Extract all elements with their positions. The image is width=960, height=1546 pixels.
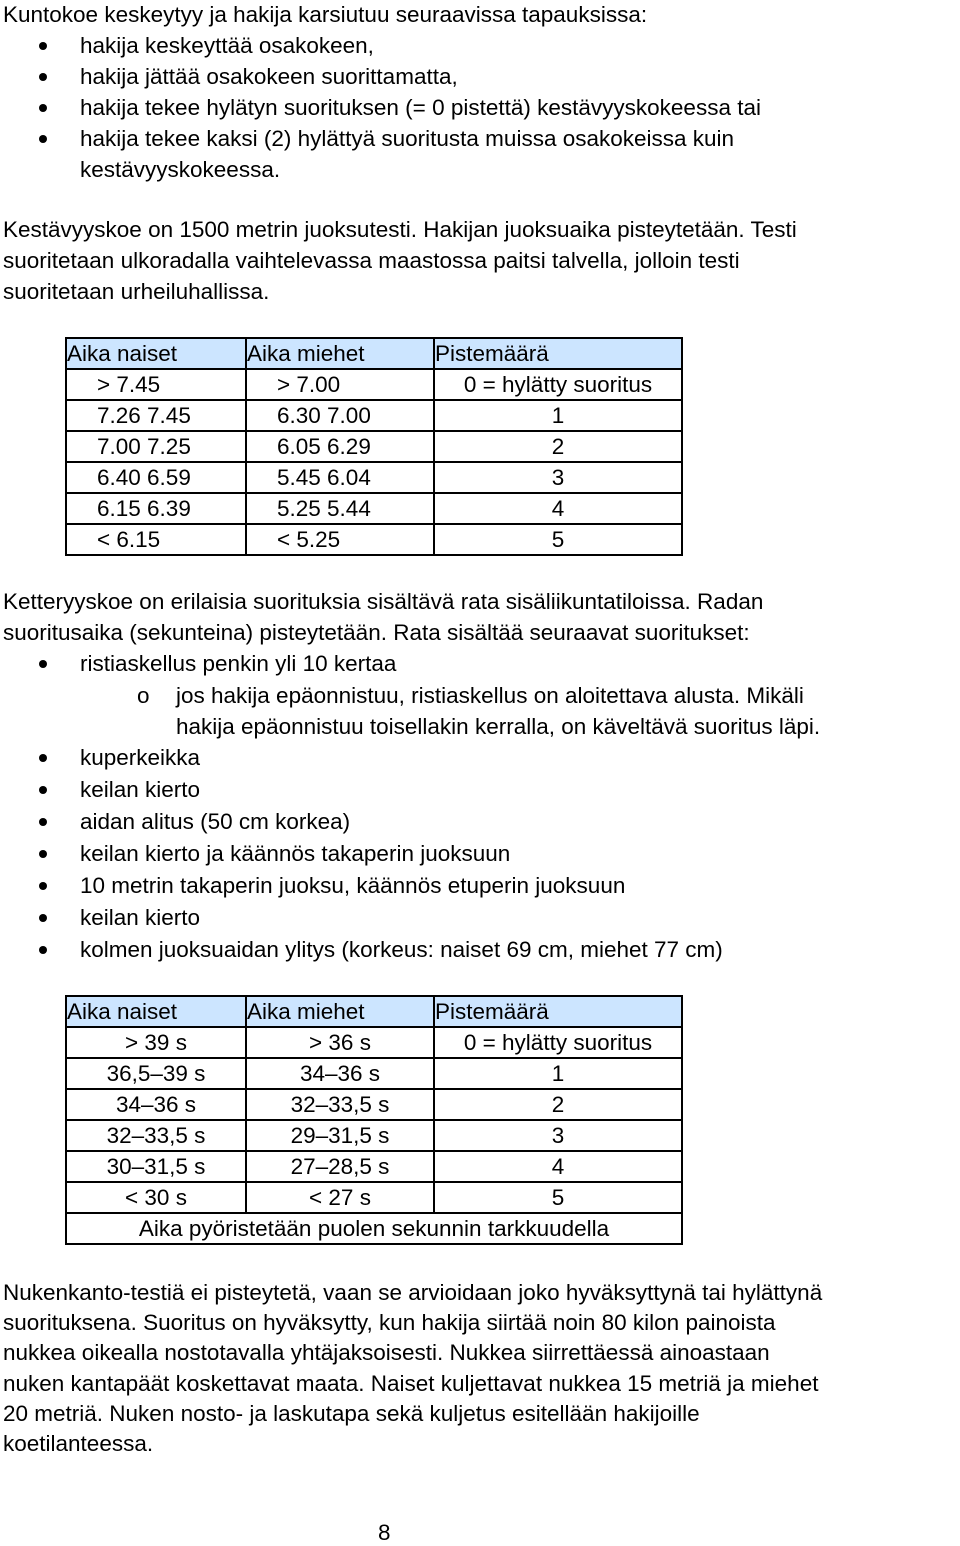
agility-bullet-5: keilan kierto ja käännös takaperin juoksuun [80, 841, 511, 866]
table-cell: 34–36 s [246, 1058, 434, 1089]
header-cell: Aika naiset [66, 996, 246, 1027]
table-cell: 5 [434, 524, 682, 555]
table-cell: > 7.45 [66, 369, 246, 400]
table-cell: > 39 s [66, 1027, 246, 1058]
bullet-icon [39, 914, 47, 922]
table-cell: 7.00 7.25 [66, 431, 246, 462]
agility-bullet-4: aidan alitus (50 cm korkea) [80, 809, 351, 834]
table-row [66, 431, 682, 462]
table-cell: 1 [434, 400, 682, 431]
doll-line-5: 20 metriä. Nuken nosto- ja laskutapa sekä kuljetus esitellään hakijoille [3, 1401, 700, 1426]
bullet-icon [39, 754, 47, 762]
endurance-line-1: Kestävyyskoe on 1500 metrin juoksutesti. Hakijan juoksuaika pisteytetään. Testi [3, 217, 797, 242]
table-cell: 1 [434, 1058, 682, 1089]
agility-sub-line-1: jos hakija epäonnistuu, ristiaskellus on aloitettava alusta. Mikäli [176, 683, 804, 708]
table-cell: < 6.15 [66, 524, 246, 555]
table-row [66, 1027, 682, 1058]
table-cell: 5 [434, 1182, 682, 1213]
intro-bullet-3: hakija tekee hylätyn suorituksen (= 0 pistettä) kestävyyskokeessa tai [80, 95, 761, 120]
table-cell: 4 [434, 1151, 682, 1182]
agility-line-1: Ketteryyskoe on erilaisia suorituksia sisältävä rata sisäliikuntatiloissa. Radan [3, 589, 764, 614]
agility-bullet-8: kolmen juoksuaidan ylitys (korkeus: naiset 69 cm, miehet 77 cm) [80, 937, 723, 962]
table-cell: < 27 s [246, 1182, 434, 1213]
table-cell: 3 [434, 1120, 682, 1151]
table-cell: 2 [434, 1089, 682, 1120]
table-cell: < 30 s [66, 1182, 246, 1213]
table-header-row [66, 338, 682, 369]
intro-bullet-2: hakija jättää osakokeen suorittamatta, [80, 64, 458, 89]
table-cell: 6.15 6.39 [66, 493, 246, 524]
table-cell: 3 [434, 462, 682, 493]
header-cell: Aika miehet [246, 338, 434, 369]
agility-bullet-7: keilan kierto [80, 905, 201, 930]
table-cell: > 36 s [246, 1027, 434, 1058]
bullet-icon [39, 135, 47, 143]
table-row [66, 400, 682, 431]
doll-line-4: nuken kantapäät koskettavat maata. Naiset kuljettavat nukkea 15 metriä ja miehet [3, 1371, 819, 1396]
table-cell: 0 = hylätty suoritus [434, 1027, 682, 1058]
table-note: Aika pyöristetään puolen sekunnin tarkkuudella [66, 1213, 682, 1244]
doll-line-3: nukkea oikealla nostotavalla yhtäjaksoisesti. Nukkea siirrettäessä ainoastaan [3, 1340, 770, 1365]
table-cell: 32–33,5 s [66, 1120, 246, 1151]
header-cell: Aika naiset [66, 338, 246, 369]
table-row [66, 1182, 682, 1213]
intro-bullet-4-cont: kestävyyskokeessa. [80, 157, 281, 182]
table-note-row [66, 1213, 682, 1244]
table-cell: 6.30 7.00 [246, 400, 434, 431]
page-number: 8 [378, 1520, 391, 1545]
table-cell: 0 = hylätty suoritus [434, 369, 682, 400]
table-row [66, 1151, 682, 1182]
agility-line-2: suoritusaika (sekunteina) pisteytetään. Rata sisältää seuraavat suoritukset: [3, 620, 750, 645]
bullet-icon [39, 73, 47, 81]
table-cell: < 5.25 [246, 524, 434, 555]
table-cell: 27–28,5 s [246, 1151, 434, 1182]
table-header-row [66, 996, 682, 1027]
endurance-score-table [65, 337, 683, 556]
table-cell: 5.45 6.04 [246, 462, 434, 493]
table-cell: 2 [434, 431, 682, 462]
table-cell: > 7.00 [246, 369, 434, 400]
header-cell: Aika miehet [246, 996, 434, 1027]
agility-bullet-6: 10 metrin takaperin juoksu, käännös etuperin juoksuun [80, 873, 626, 898]
table-row [66, 369, 682, 400]
bullet-icon [39, 818, 47, 826]
table-cell: 4 [434, 493, 682, 524]
bullet-icon [39, 786, 47, 794]
doll-line-2: suorituksena. Suoritus on hyväksytty, kun hakija siirtää noin 80 kilon painoista [3, 1310, 776, 1335]
table-row [66, 524, 682, 555]
bullet-icon [39, 660, 47, 668]
table-cell: 36,5–39 s [66, 1058, 246, 1089]
table-row [66, 1058, 682, 1089]
agility-sub-line-2: hakija epäonnistuu toisellakin kerralla, on käveltävä suoritus läpi. [176, 714, 821, 739]
table-cell: 7.26 7.45 [66, 400, 246, 431]
bullet-icon [39, 946, 47, 954]
header-cell: Pistemäärä [434, 996, 682, 1027]
intro-text: Kuntokoe keskeytyy ja hakija karsiutuu seuraavissa tapauksissa: [3, 2, 648, 27]
table-row [66, 462, 682, 493]
bullet-icon [39, 882, 47, 890]
bullet-icon [39, 42, 47, 50]
doll-line-1: Nukenkanto-testiä ei pisteytetä, vaan se arvioidaan joko hyväksyttynä tai hylättynä [3, 1280, 823, 1305]
endurance-line-2: suoritetaan ulkoradalla vaihtelevassa maastossa paitsi talvella, jolloin testi [3, 248, 740, 273]
table-row [66, 1120, 682, 1151]
intro-bullet-4: hakija tekee kaksi (2) hylättyä suoritusta muissa osakokeissa kuin [80, 126, 735, 151]
table-cell: 32–33,5 s [246, 1089, 434, 1120]
table-row [66, 1089, 682, 1120]
table-row [66, 493, 682, 524]
intro-bullet-1: hakija keskeyttää osakokeen, [80, 33, 374, 58]
circle-bullet-icon: o [137, 683, 150, 708]
bullet-icon [39, 850, 47, 858]
bullet-icon [39, 104, 47, 112]
doll-line-6: koetilanteessa. [3, 1431, 154, 1456]
agility-score-table [65, 995, 683, 1245]
table-cell: 5.25 5.44 [246, 493, 434, 524]
table-cell: 6.40 6.59 [66, 462, 246, 493]
table-cell: 6.05 6.29 [246, 431, 434, 462]
endurance-line-3: suoritetaan urheiluhallissa. [3, 279, 270, 304]
table-cell: 29–31,5 s [246, 1120, 434, 1151]
agility-bullet-1: ristiaskellus penkin yli 10 kertaa [80, 651, 397, 676]
header-cell: Pistemäärä [434, 338, 682, 369]
table-cell: 30–31,5 s [66, 1151, 246, 1182]
agility-bullet-2: kuperkeikka [80, 745, 201, 770]
agility-bullet-3: keilan kierto [80, 777, 201, 802]
table-cell: 34–36 s [66, 1089, 246, 1120]
